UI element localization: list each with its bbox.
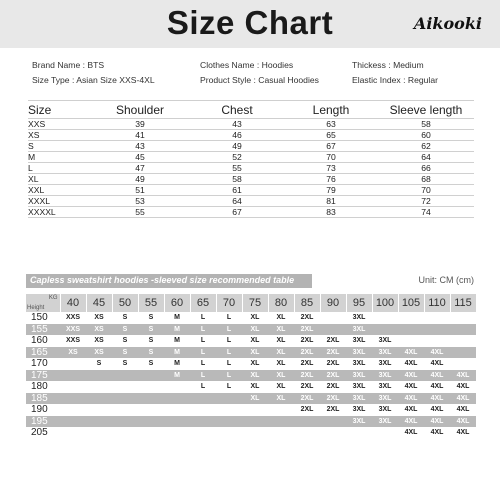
recommended-size-cell [424, 312, 450, 324]
recommended-size-cell: 3XL [372, 335, 398, 347]
recommended-size-cell: XL [268, 335, 294, 347]
corner-height-label: Height [27, 305, 45, 311]
recommended-size-cell: XS [60, 347, 86, 359]
recommended-size-cell: M [164, 347, 190, 359]
recommended-size-cell [60, 427, 86, 439]
recommended-size-cell [294, 427, 320, 439]
size-type: Size Type : Asian Size XXS-4XL [32, 75, 155, 85]
size-cell: 39 [90, 119, 190, 130]
recommended-size-cell: 2XL [294, 358, 320, 370]
recommended-size-cell [112, 404, 138, 416]
recommended-size-cell: 4XL [450, 416, 476, 428]
size-cell: 68 [378, 174, 474, 185]
size-cell: 63 [284, 119, 378, 130]
size-row [28, 207, 474, 218]
recommended-size-cell [164, 427, 190, 439]
recommended-size-cell: L [190, 347, 216, 359]
weight-header: 85 [294, 294, 320, 312]
recommended-size-cell: L [216, 324, 242, 336]
recommended-size-cell [190, 416, 216, 428]
recommended-size-cell: 4XL [450, 393, 476, 405]
recommended-size-cell: XL [268, 312, 294, 324]
recommended-size-cell [60, 358, 86, 370]
size-cell: 51 [90, 185, 190, 196]
recommended-size-cell: 4XL [424, 347, 450, 359]
col-header-sleeve-length: Sleeve length [389, 102, 463, 117]
recommended-size-cell: 2XL [294, 404, 320, 416]
size-cell: 41 [90, 130, 190, 141]
recommended-size-cell [450, 312, 476, 324]
height-label: 175 [26, 370, 60, 382]
recommended-size-cell: 4XL [424, 358, 450, 370]
size-cell: 70 [378, 185, 474, 196]
recommended-size-cell: 3XL [372, 347, 398, 359]
recommended-size-cell: 3XL [372, 416, 398, 428]
recommended-size-cell: XL [242, 347, 268, 359]
recommended-size-cell: XL [268, 381, 294, 393]
size-cell: 64 [378, 152, 474, 163]
recommended-size-cell [242, 416, 268, 428]
height-row [26, 404, 476, 416]
recommended-size-cell: L [216, 358, 242, 370]
height-row [26, 427, 476, 439]
recommended-size-cell [164, 381, 190, 393]
size-cell: 81 [284, 196, 378, 207]
recommended-size-cell: 4XL [398, 370, 424, 382]
recommended-size-cell [398, 335, 424, 347]
recommended-size-cell: 2XL [294, 324, 320, 336]
col-header-length: Length [312, 102, 350, 117]
size-cell: XXS [28, 119, 90, 130]
recommended-size-cell: XS [86, 347, 112, 359]
recommended-size-cell: 2XL [294, 370, 320, 382]
recommended-size-cell: 4XL [398, 404, 424, 416]
recommended-size-cell [372, 427, 398, 439]
size-row [28, 130, 474, 141]
size-row [28, 163, 474, 174]
col-header-shoulder: Shoulder [115, 102, 165, 117]
recommended-size-cell: S [138, 335, 164, 347]
recommended-size-cell: 2XL [294, 312, 320, 324]
recommended-size-cell: L [216, 381, 242, 393]
product-style: Product Style : Casual Hoodies [200, 75, 319, 85]
recommended-size-cell: S [112, 358, 138, 370]
recommended-size-cell [242, 404, 268, 416]
size-cell: 43 [90, 141, 190, 152]
height-label: 165 [26, 347, 60, 359]
corner-cell [26, 294, 60, 312]
size-cell: 46 [190, 130, 284, 141]
size-cell: XS [28, 130, 90, 141]
recommended-size-cell: XL [268, 324, 294, 336]
recommended-size-cell [60, 393, 86, 405]
size-cell: 53 [90, 196, 190, 207]
col-header-chest: Chest [221, 102, 253, 117]
size-cell: 70 [284, 152, 378, 163]
recommended-size-cell: 2XL [294, 335, 320, 347]
size-cell: 74 [378, 207, 474, 218]
size-cell: 49 [90, 174, 190, 185]
recommended-size-cell: 4XL [398, 416, 424, 428]
size-cell: S [28, 141, 90, 152]
height-row [26, 381, 476, 393]
recommended-size-cell: 3XL [372, 381, 398, 393]
size-cell: 55 [190, 163, 284, 174]
height-row [26, 347, 476, 359]
recommended-size-cell: 3XL [372, 393, 398, 405]
recommended-size-cell: 3XL [346, 381, 372, 393]
recommended-size-cell [138, 381, 164, 393]
unit-label: Unit: CM (cm) [418, 275, 474, 285]
weight-header: 55 [138, 294, 164, 312]
size-cell: 72 [378, 196, 474, 207]
size-row [28, 119, 474, 130]
recommended-size-cell [60, 370, 86, 382]
recommended-size-cell: XL [242, 358, 268, 370]
recommended-size-cell: XL [242, 370, 268, 382]
recommended-size-cell [60, 404, 86, 416]
weight-header: 115 [450, 294, 476, 312]
recommended-size-cell: L [216, 335, 242, 347]
recommended-size-cell [86, 404, 112, 416]
size-cell: 83 [284, 207, 378, 218]
recommend-caption: Capless sweatshirt hoodies -sleeved size recommended table [30, 275, 295, 285]
recommended-size-cell: S [138, 324, 164, 336]
size-cell: 58 [378, 119, 474, 130]
recommended-size-cell: XL [242, 324, 268, 336]
product-info [0, 58, 500, 90]
recommended-size-cell: 2XL [294, 381, 320, 393]
recommended-size-cell [216, 427, 242, 439]
height-row [26, 416, 476, 428]
weight-header: 110 [424, 294, 450, 312]
recommended-size-cell: 3XL [346, 416, 372, 428]
recommended-size-cell: L [216, 370, 242, 382]
recommended-size-cell: 3XL [346, 324, 372, 336]
recommended-size-cell: 3XL [346, 404, 372, 416]
recommended-size-cell [138, 393, 164, 405]
height-label: 155 [26, 324, 60, 336]
thickness: Thickess : Medium [352, 60, 424, 70]
recommended-size-cell: 4XL [398, 381, 424, 393]
recommended-size-cell [138, 416, 164, 428]
recommended-size-cell [346, 427, 372, 439]
recommended-size-cell [216, 416, 242, 428]
recommended-size-cell [190, 404, 216, 416]
size-row [28, 141, 474, 152]
recommended-size-cell: XL [242, 381, 268, 393]
size-cell: 49 [190, 141, 284, 152]
height-label: 160 [26, 335, 60, 347]
size-cell: XXXXL [28, 207, 90, 218]
size-row [28, 196, 474, 207]
weight-header: 90 [320, 294, 346, 312]
size-cell: 58 [190, 174, 284, 185]
weight-header: 60 [164, 294, 190, 312]
size-cell: XL [28, 174, 90, 185]
col-header-size: Size [28, 102, 52, 117]
recommended-size-cell [60, 381, 86, 393]
recommended-size-cell: S [112, 312, 138, 324]
recommended-size-cell [86, 427, 112, 439]
recommended-size-cell: L [190, 358, 216, 370]
height-label: 190 [26, 404, 60, 416]
recommended-size-cell: 4XL [450, 404, 476, 416]
recommended-size-cell: 4XL [424, 381, 450, 393]
recommended-size-cell: XL [268, 370, 294, 382]
recommended-size-cell [112, 381, 138, 393]
recommended-size-cell: M [164, 370, 190, 382]
recommended-size-cell: XL [242, 312, 268, 324]
recommended-size-cell [138, 427, 164, 439]
weight-header: 40 [60, 294, 86, 312]
recommended-size-cell: XS [86, 335, 112, 347]
recommended-size-cell: XL [268, 358, 294, 370]
recommended-size-cell: L [216, 312, 242, 324]
size-table [28, 100, 474, 218]
size-row [28, 185, 474, 196]
height-row [26, 393, 476, 405]
recommended-size-cell [450, 324, 476, 336]
recommended-size-cell: L [190, 381, 216, 393]
recommended-size-cell: 2XL [294, 347, 320, 359]
recommended-size-cell: L [190, 312, 216, 324]
recommended-size-cell [268, 416, 294, 428]
recommended-size-cell [424, 324, 450, 336]
size-cell: 43 [190, 119, 284, 130]
height-row [26, 324, 476, 336]
size-cell: 66 [378, 163, 474, 174]
recommended-size-cell: 3XL [372, 404, 398, 416]
recommended-size-cell: L [190, 335, 216, 347]
recommended-size-cell: M [164, 335, 190, 347]
recommended-size-cell: L [190, 370, 216, 382]
height-label: 205 [26, 427, 60, 439]
recommended-size-cell: S [138, 347, 164, 359]
height-row [26, 358, 476, 370]
recommended-size-cell: XL [268, 347, 294, 359]
recommended-size-cell [164, 416, 190, 428]
recommended-size-cell [190, 427, 216, 439]
recommended-size-cell: M [164, 312, 190, 324]
recommended-size-cell [242, 427, 268, 439]
recommended-size-cell [450, 358, 476, 370]
recommended-size-cell: 3XL [346, 347, 372, 359]
size-cell: 55 [90, 207, 190, 218]
recommended-size-cell [372, 312, 398, 324]
recommended-size-cell: XS [86, 324, 112, 336]
size-cell: XXL [28, 185, 90, 196]
recommended-size-cell [112, 427, 138, 439]
recommended-size-cell: XL [268, 393, 294, 405]
recommended-size-cell [86, 370, 112, 382]
size-cell: 79 [284, 185, 378, 196]
recommended-size-cell: S [112, 347, 138, 359]
recommended-size-cell: 2XL [320, 370, 346, 382]
weight-header: 45 [86, 294, 112, 312]
size-cell: 52 [190, 152, 284, 163]
recommended-size-cell: 3XL [372, 370, 398, 382]
size-cell: 45 [90, 152, 190, 163]
weight-header: 70 [216, 294, 242, 312]
size-cell: 73 [284, 163, 378, 174]
recommended-size-cell: 4XL [398, 427, 424, 439]
recommended-size-cell: XXS [60, 324, 86, 336]
recommended-size-cell [320, 312, 346, 324]
recommended-size-cell: M [164, 324, 190, 336]
brand-logo: Aikooki [413, 14, 482, 33]
recommended-size-cell: L [216, 347, 242, 359]
size-cell: M [28, 152, 90, 163]
recommended-size-cell: XXS [60, 335, 86, 347]
page-title: Size Chart [166, 4, 334, 41]
size-row [28, 174, 474, 185]
recommended-size-cell: 4XL [424, 393, 450, 405]
weight-header: 50 [112, 294, 138, 312]
recommended-size-cell: XL [242, 393, 268, 405]
height-label: 170 [26, 358, 60, 370]
recommend-table [26, 294, 477, 439]
recommended-size-cell: 2XL [320, 335, 346, 347]
recommended-size-cell: 4XL [450, 427, 476, 439]
recommended-size-cell: 4XL [424, 370, 450, 382]
weight-header: 75 [242, 294, 268, 312]
recommended-size-cell [112, 393, 138, 405]
recommended-size-cell [216, 393, 242, 405]
recommended-size-cell: L [190, 324, 216, 336]
recommended-size-cell: 4XL [450, 381, 476, 393]
recommended-size-cell [164, 404, 190, 416]
recommended-size-cell: 2XL [320, 358, 346, 370]
height-label: 195 [26, 416, 60, 428]
recommended-size-cell: 2XL [294, 393, 320, 405]
size-cell: 47 [90, 163, 190, 174]
size-cell: 60 [378, 130, 474, 141]
recommended-size-cell [268, 404, 294, 416]
recommended-size-cell: S [138, 312, 164, 324]
recommended-size-cell: 3XL [346, 358, 372, 370]
size-cell: 62 [378, 141, 474, 152]
recommended-size-cell: 4XL [398, 393, 424, 405]
weight-header: 95 [346, 294, 372, 312]
recommended-size-cell [86, 393, 112, 405]
recommended-size-cell [86, 381, 112, 393]
size-cell: L [28, 163, 90, 174]
recommended-size-cell: 2XL [320, 381, 346, 393]
recommended-size-cell: 3XL [346, 393, 372, 405]
recommended-size-cell: S [112, 335, 138, 347]
height-row [26, 370, 476, 382]
recommended-size-cell [138, 370, 164, 382]
height-row [26, 335, 476, 347]
recommended-size-cell: 3XL [346, 335, 372, 347]
recommended-size-cell: XS [86, 312, 112, 324]
recommended-size-cell: 4XL [424, 404, 450, 416]
recommended-size-cell: S [112, 324, 138, 336]
recommended-size-cell: 4XL [450, 370, 476, 382]
recommended-size-cell [424, 335, 450, 347]
recommended-size-cell [60, 416, 86, 428]
size-cell: 67 [284, 141, 378, 152]
size-cell: 76 [284, 174, 378, 185]
recommended-size-cell [372, 324, 398, 336]
size-cell: 64 [190, 196, 284, 207]
recommended-size-cell: 2XL [320, 347, 346, 359]
weight-header: 80 [268, 294, 294, 312]
size-row [28, 152, 474, 163]
height-label: 180 [26, 381, 60, 393]
recommended-size-cell [320, 416, 346, 428]
recommended-size-cell [190, 393, 216, 405]
size-cell: 67 [190, 207, 284, 218]
recommended-size-cell [450, 347, 476, 359]
weight-header: 105 [398, 294, 424, 312]
recommended-size-cell: XL [242, 335, 268, 347]
size-cell: 61 [190, 185, 284, 196]
size-cell: 65 [284, 130, 378, 141]
recommended-size-cell [86, 416, 112, 428]
recommended-size-cell [112, 416, 138, 428]
recommended-size-cell: 4XL [424, 427, 450, 439]
recommended-size-cell [320, 427, 346, 439]
recommended-size-cell [164, 393, 190, 405]
weight-header: 65 [190, 294, 216, 312]
height-label: 185 [26, 393, 60, 405]
height-row [26, 312, 476, 324]
recommended-size-cell [138, 404, 164, 416]
size-table-header [28, 101, 474, 119]
recommended-size-cell: 4XL [424, 416, 450, 428]
brand-name: Brand Name : BTS [32, 60, 105, 70]
recommended-size-cell: 3XL [372, 358, 398, 370]
weight-header: 100 [372, 294, 398, 312]
recommended-size-cell: 2XL [320, 393, 346, 405]
corner-kg-label: KG [48, 295, 58, 301]
recommended-size-cell [398, 324, 424, 336]
recommended-size-cell [112, 370, 138, 382]
weight-header-row [26, 294, 476, 312]
recommended-size-cell: S [86, 358, 112, 370]
recommended-size-cell: 3XL [346, 370, 372, 382]
recommended-size-cell: XXS [60, 312, 86, 324]
elastic-index: Elastic Index : Regular [352, 75, 438, 85]
recommended-size-cell: 4XL [398, 358, 424, 370]
height-label: 150 [26, 312, 60, 324]
recommended-size-cell: 3XL [346, 312, 372, 324]
recommended-size-cell [294, 416, 320, 428]
recommended-size-cell: M [164, 358, 190, 370]
recommended-size-cell [450, 335, 476, 347]
recommended-size-cell [268, 427, 294, 439]
recommended-size-cell [398, 312, 424, 324]
recommended-size-cell [320, 324, 346, 336]
recommended-size-cell: 4XL [398, 347, 424, 359]
clothes-name: Clothes Name : Hoodies [200, 60, 294, 70]
size-cell: XXXL [28, 196, 90, 207]
recommended-size-cell: S [138, 358, 164, 370]
recommended-size-cell [216, 404, 242, 416]
recommended-size-cell: 2XL [320, 404, 346, 416]
